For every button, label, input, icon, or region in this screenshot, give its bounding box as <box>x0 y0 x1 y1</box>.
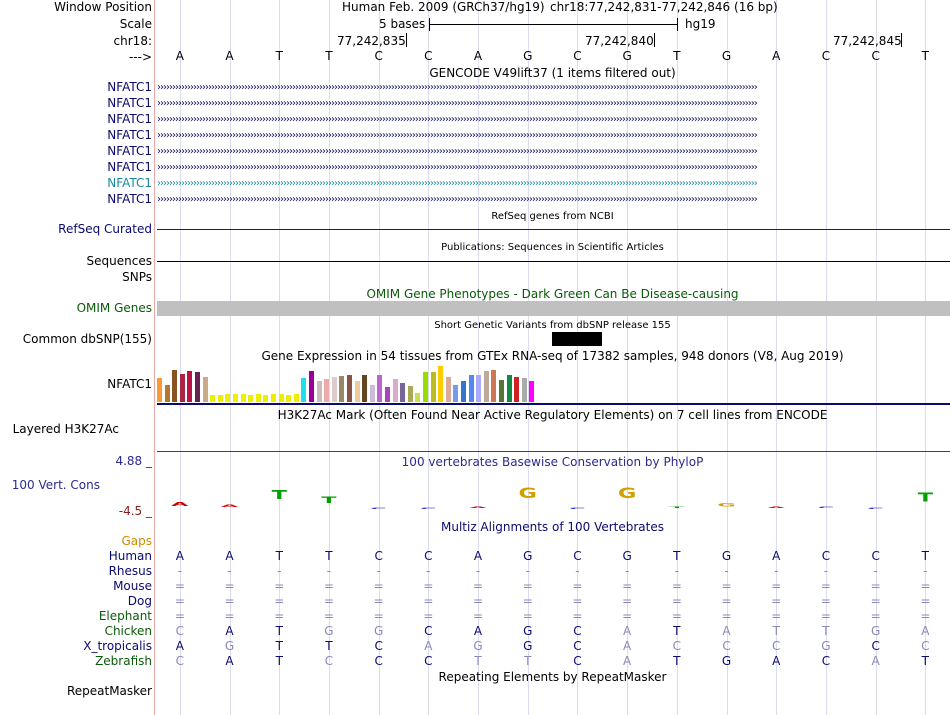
alignment-base: A <box>473 624 483 638</box>
alignment-base: = <box>522 594 533 608</box>
alignment-base: = <box>920 594 931 608</box>
gencode-transcript[interactable]: ›››››››››››››››››››››››››››››››››››››››››››››››››››››››››››››››››››››››››››››››››››››››››››››››››››››››››››››››››››››››››››››››››››››››››››››››››››››››››››››››››››››››››››››››››››››››››››››››››››››››› <box>157 148 757 156</box>
gencode-label-nfatc1[interactable]: NFATC1 <box>107 128 152 142</box>
gtex-tissue-bar[interactable] <box>172 370 177 402</box>
dna-base: T <box>673 49 681 63</box>
alignment-base: = <box>373 579 384 593</box>
gtex-tissue-bar[interactable] <box>347 375 352 402</box>
alignment-base: A <box>623 639 632 653</box>
alignment-base: C <box>424 624 433 638</box>
alignment-base: = <box>771 609 782 623</box>
alignment-base: C <box>722 639 731 653</box>
gtex-baseline <box>157 403 950 405</box>
dna-base: A <box>473 49 483 63</box>
alignment-base: G <box>870 624 881 638</box>
gencode-label-nfatc1[interactable]: NFATC1 <box>107 160 152 174</box>
gtex-tissue-bar[interactable] <box>461 381 466 402</box>
alignment-base: C <box>573 639 582 653</box>
cons-ymax: 4.88 _ <box>115 454 152 468</box>
dna-base: C <box>871 49 880 63</box>
alignment-base: T <box>275 654 283 668</box>
gtex-tissue-bar[interactable] <box>301 378 306 402</box>
alignment-base: G <box>373 624 384 638</box>
alignment-base: = <box>671 579 682 593</box>
alignment-base: = <box>174 609 185 623</box>
alignment-base: T <box>325 549 333 563</box>
gtex-tissue-bar[interactable] <box>453 385 458 402</box>
alignment-base: = <box>870 579 881 593</box>
dbsnp-label[interactable]: Common dbSNP(155) <box>22 332 152 346</box>
species-label[interactable]: Rhesus <box>108 564 152 578</box>
chrom-label: chr18: <box>113 34 152 48</box>
strand-label: ---> <box>128 50 152 64</box>
alignment-base: A <box>623 654 632 668</box>
alignment-base: = <box>224 594 235 608</box>
scale-text: 5 bases <box>379 17 426 31</box>
dna-base: C <box>424 49 433 63</box>
alignment-base: = <box>373 594 384 608</box>
alignment-base: - <box>426 564 431 578</box>
alignment-base: = <box>274 579 285 593</box>
position-text: chr18:77,242,831-77,242,846 (16 bp) <box>550 0 778 14</box>
alignment-base: T <box>275 624 283 638</box>
dna-base: A <box>175 49 184 63</box>
alignment-base: G <box>523 549 533 563</box>
alignment-base: C <box>374 549 383 563</box>
conservation-logo-letter[interactable]: C <box>817 506 835 509</box>
alignment-base: T <box>673 624 681 638</box>
alignment-base: G <box>821 639 831 653</box>
gtex-tissue-bar[interactable] <box>370 385 375 402</box>
species-label[interactable]: Dog <box>127 594 152 608</box>
alignment-base: A <box>225 549 234 563</box>
alignment-base: G <box>473 639 483 653</box>
conservation-logo-letter[interactable]: G <box>717 502 736 508</box>
gencode-transcript[interactable]: ›››››››››››››››››››››››››››››››››››››››››››››››››››››››››››››››››››››››››››››››››››››››››››››››››››››››››››››››››››››››››››››››››››››››››››››››››››››››››››››››››››››››››››››››››››››››››››››››››››››››› <box>157 116 757 124</box>
coord-tick-2: 77,242,845 <box>833 34 902 48</box>
alignment-base: = <box>671 609 682 623</box>
scale-bar <box>429 24 677 25</box>
alignment-base: - <box>227 564 232 578</box>
alignment-base: A <box>473 549 483 563</box>
alignment-base: = <box>473 594 484 608</box>
gencode-label-nfatc1[interactable]: NFATC1 <box>107 80 152 94</box>
scale-db: hg19 <box>685 17 716 31</box>
alignment-base: - <box>624 564 630 578</box>
alignment-base: C <box>324 654 334 668</box>
alignment-base: T <box>325 639 333 653</box>
sequences-label[interactable]: Sequences <box>86 254 152 268</box>
gencode-transcript[interactable]: ›››››››››››››››››››››››››››››››››››››››››››››››››››››››››››››››››››››››››››››››››››››››››››››››››››››››››››››››››››››››››››››››››››››››››››››››››››››››››››››››››››››››››››››››››››››››››››››››››››››››› <box>157 100 757 108</box>
alignment-base: = <box>174 594 185 608</box>
gtex-bar-chart[interactable] <box>157 364 950 402</box>
alignment-base: = <box>721 594 732 608</box>
alignment-base: T <box>673 549 681 563</box>
dna-base: G <box>523 49 533 63</box>
alignment-base: = <box>920 579 931 593</box>
conservation-logo-letter[interactable]: T <box>271 488 287 503</box>
alignment-base: = <box>870 609 881 623</box>
alignment-base: = <box>522 609 533 623</box>
gencode-transcript[interactable]: ›››››››››››››››››››››››››››››››››››››››››››››››››››››››››››››››››››››››››››››››››››››››››››››››››››››››››››››››››››››››››››››››››››››››››››››››››››››››››››››››››››››››››››››››››››››››››››››››››››››››› <box>157 132 757 140</box>
alignment-base: A <box>871 654 880 668</box>
h3k27ac-label[interactable]: Layered H3K27Ac <box>12 422 119 436</box>
gtex-tissue-bar[interactable] <box>438 366 443 402</box>
conservation-logo-letter[interactable]: A <box>469 506 487 509</box>
gtex-tissue-bar[interactable] <box>355 381 360 402</box>
alignment-base: A <box>175 639 184 653</box>
gtex-tissue-bar[interactable] <box>195 372 200 402</box>
multiz-title[interactable]: Multiz Alignments of 100 Vertebrates <box>440 520 665 534</box>
alignment-base: T <box>524 654 532 668</box>
conservation-logo[interactable] <box>155 486 950 512</box>
refseq-gene-line[interactable] <box>157 229 950 230</box>
cons-title[interactable]: 100 vertebrates Basewise Conservation by PhyloP <box>401 455 704 469</box>
alignment-base: C <box>921 639 930 653</box>
gtex-tissue-bar[interactable] <box>241 394 246 402</box>
alignment-base: = <box>423 579 434 593</box>
species-label[interactable]: Zebrafish <box>95 654 152 668</box>
alignment-base: = <box>721 609 732 623</box>
gtex-tissue-bar[interactable] <box>187 371 192 402</box>
gtex-tissue-bar[interactable] <box>332 377 337 402</box>
gtex-tissue-bar[interactable] <box>446 377 451 402</box>
publications-title[interactable]: Publications: Sequences in Scientific Articles <box>441 242 664 253</box>
alignment-base: = <box>771 579 782 593</box>
alignment-base: = <box>572 594 583 608</box>
gtex-tissue-bar[interactable] <box>294 394 299 402</box>
h3k27ac-title[interactable]: H3K27Ac Mark (Often Found Near Active Regulatory Elements) on 7 cell lines from ENCODE <box>277 408 828 422</box>
gtex-title[interactable]: Gene Expression in 54 tissues from GTEx RNA-seq of 17382 samples, 948 donors (V8, Aug 2019) <box>261 349 844 363</box>
scale-bar-right-tick <box>677 18 678 31</box>
gtex-tissue-bar[interactable] <box>165 385 170 402</box>
gtex-tissue-bar[interactable] <box>271 394 276 402</box>
alignment-base: C <box>871 549 880 563</box>
repeatmasker-label[interactable]: RepeatMasker <box>66 684 152 698</box>
alignment-base: - <box>376 564 381 578</box>
gencode-label-nfatc1[interactable]: NFATC1 <box>107 96 152 110</box>
alignment-base: = <box>622 594 633 608</box>
dbsnp-variant[interactable] <box>552 332 602 346</box>
gtex-tissue-bar[interactable] <box>415 393 420 403</box>
alignment-base: = <box>820 609 831 623</box>
gtex-tissue-bar[interactable] <box>469 375 474 402</box>
conservation-logo-letter[interactable]: A <box>171 501 189 508</box>
alignment-base: C <box>672 639 682 653</box>
dna-base: T <box>921 49 930 63</box>
gtex-tissue-bar[interactable] <box>476 375 481 402</box>
gtex-tissue-bar[interactable] <box>522 378 527 402</box>
gencode-title[interactable]: GENCODE V49lift37 (1 items filtered out) <box>429 66 676 80</box>
scale-bar-left-tick <box>429 18 430 31</box>
alignment-base: A <box>772 549 781 563</box>
gtex-tissue-bar[interactable] <box>393 379 398 402</box>
alignment-base: = <box>323 579 334 593</box>
alignment-base: T <box>921 654 930 668</box>
alignment-base: T <box>921 549 930 563</box>
alignment-base: G <box>523 624 533 638</box>
omim-feature[interactable] <box>157 301 950 316</box>
alignment-base: = <box>423 609 434 623</box>
alignment-base: A <box>921 624 930 638</box>
alignment-base: - <box>525 564 530 578</box>
conservation-logo-letter[interactable]: A <box>220 503 239 508</box>
gtex-tissue-bar[interactable] <box>157 378 162 402</box>
scale-label: Scale <box>119 17 152 31</box>
gtex-tissue-bar[interactable] <box>218 395 223 402</box>
alignment-base: C <box>424 549 433 563</box>
gtex-tissue-bar[interactable] <box>423 372 428 402</box>
gencode-transcript[interactable]: ›››››››››››››››››››››››››››››››››››››››››››››››››››››››››››››››››››››››››››››››››››››››››››››››››››››››››››››››››››››››››››››››››››››››››››››››››››››››››››››››››››››››››››››››››››››››››››››››››››››››› <box>157 180 757 188</box>
alignment-base: = <box>224 609 235 623</box>
alignment-base: C <box>424 654 433 668</box>
alignment-base: A <box>225 624 234 638</box>
species-label[interactable]: Human <box>108 549 152 563</box>
alignment-base: = <box>820 579 831 593</box>
alignment-base: = <box>274 594 285 608</box>
conservation-logo-letter[interactable]: C <box>569 507 586 510</box>
alignment-base: C <box>573 549 582 563</box>
alignment-base: G <box>622 549 632 563</box>
alignment-base: = <box>323 609 334 623</box>
gtex-tissue-bar[interactable] <box>377 375 382 402</box>
gtex-tissue-bar[interactable] <box>507 375 512 402</box>
dna-base: C <box>374 49 383 63</box>
snps-label: SNPs <box>122 270 152 284</box>
gtex-tissue-bar[interactable] <box>362 375 367 402</box>
gtex-tissue-bar[interactable] <box>263 395 268 402</box>
alignment-base: G <box>324 624 334 638</box>
alignment-base: = <box>870 594 881 608</box>
conservation-logo-letter[interactable]: T <box>669 506 685 509</box>
conservation-logo-letter[interactable]: G <box>518 486 537 502</box>
alignment-base: A <box>722 624 731 638</box>
alignment-base: = <box>373 609 384 623</box>
alignment-base: C <box>573 654 582 668</box>
alignment-base: = <box>771 594 782 608</box>
gtex-tissue-bar[interactable] <box>324 379 329 402</box>
gtex-tissue-bar[interactable] <box>499 380 504 402</box>
alignment-base: T <box>275 549 283 563</box>
coord-tick-mark-1 <box>654 33 655 47</box>
dna-base: A <box>225 49 234 63</box>
gtex-tissue-bar[interactable] <box>491 370 496 402</box>
alignment-base: - <box>823 564 829 578</box>
gtex-tissue-bar[interactable] <box>317 381 322 402</box>
gtex-tissue-bar[interactable] <box>514 377 519 402</box>
coord-tick-1: 77,242,840 <box>585 34 654 48</box>
dna-base: T <box>325 49 333 63</box>
alignment-base: = <box>473 579 484 593</box>
alignment-base: T <box>474 654 482 668</box>
assembly-text: Human Feb. 2009 (GRCh37/hg19) <box>342 0 545 14</box>
alignment-base: A <box>175 549 184 563</box>
gencode-label-nfatc1[interactable]: NFATC1 <box>107 144 152 158</box>
gtex-tissue-bar[interactable] <box>339 376 344 402</box>
gtex-label[interactable]: NFATC1 <box>107 377 152 391</box>
alignment-base: C <box>871 639 880 653</box>
alignment-base: G <box>523 639 533 653</box>
conservation-logo-letter[interactable]: C <box>370 507 387 510</box>
dna-base: G <box>721 49 732 63</box>
conservation-logo-letter[interactable]: G <box>617 486 637 502</box>
cons-label[interactable]: 100 Vert. Cons <box>11 478 100 492</box>
alignment-base: - <box>475 564 481 578</box>
gtex-tissue-bar[interactable] <box>400 383 405 402</box>
alignment-base: G <box>721 654 732 668</box>
gencode-transcript[interactable]: ›››››››››››››››››››››››››››››››››››››››››››››››››››››››››››››››››››››››››››››››››››››››››››››››››››››››››››››››››››››››››››››››››››››››››››››››››››››››››››››››››››››››››››››››››››››››››››››››››››››››› <box>157 84 757 92</box>
dna-base: G <box>622 49 632 63</box>
species-label[interactable]: X_tropicalis <box>83 639 152 653</box>
gencode-transcript[interactable]: ›››››››››››››››››››››››››››››››››››››››››››››››››››››››››››››››››››››››››››››››››››››››››››››››››››››››››››››››››››››››››››››››››››››››››››››››››››››››››››››››››››››››››››››››››››››››››››››››››››››››› <box>157 164 757 172</box>
gaps-label: Gaps <box>121 534 152 548</box>
alignment-base: C <box>573 624 582 638</box>
species-label[interactable]: Chicken <box>104 624 152 638</box>
gtex-tissue-bar[interactable] <box>286 395 291 402</box>
gtex-tissue-bar[interactable] <box>484 371 489 402</box>
gencode-label-nfatc1[interactable]: NFATC1 <box>107 176 152 190</box>
coord-tick-mark-2 <box>901 33 902 47</box>
alignment-base: = <box>572 579 583 593</box>
gtex-tissue-bar[interactable] <box>233 394 238 402</box>
alignment-base: = <box>622 579 633 593</box>
alignment-base: - <box>774 564 779 578</box>
conservation-logo-letter[interactable]: A <box>767 506 785 509</box>
species-label[interactable]: Elephant <box>98 609 152 623</box>
alignment-base: T <box>673 654 681 668</box>
alignment-base: C <box>821 549 831 563</box>
alignment-base: - <box>177 564 183 578</box>
gencode-label-nfatc1[interactable]: NFATC1 <box>107 112 152 126</box>
alignment-base: - <box>277 564 282 578</box>
alignment-base: C <box>821 654 831 668</box>
alignment-base: = <box>721 579 732 593</box>
tracks-image[interactable] <box>155 0 950 715</box>
alignment-base: A <box>772 654 781 668</box>
window-position-label: Window Position <box>54 0 152 14</box>
alignment-base: = <box>274 609 285 623</box>
repeatmasker-title[interactable]: Repeating Elements by RepeatMasker <box>438 670 667 684</box>
alignment-base: = <box>224 579 235 593</box>
alignment-base: = <box>174 579 185 593</box>
alignment-base: = <box>473 609 484 623</box>
alignment-base: T <box>822 624 830 638</box>
gtex-tissue-bar[interactable] <box>248 395 253 402</box>
alignment-base: C <box>374 639 383 653</box>
alignment-base: - <box>674 564 680 578</box>
alignment-base: A <box>623 624 632 638</box>
alignment-base: = <box>323 594 334 608</box>
gtex-tissue-bar[interactable] <box>309 371 314 402</box>
conservation-logo-letter[interactable]: C <box>867 507 884 510</box>
gtex-tissue-bar[interactable] <box>225 394 230 402</box>
alignment-base: T <box>772 624 780 638</box>
conservation-logo-letter[interactable]: T <box>321 494 337 505</box>
alignment-base: C <box>175 624 185 638</box>
alignment-base: - <box>873 564 878 578</box>
gtex-tissue-bar[interactable] <box>529 381 534 402</box>
omim-label[interactable]: OMIM Genes <box>76 301 152 315</box>
dna-base: T <box>275 49 283 63</box>
gencode-transcript[interactable]: ›››››››››››››››››››››››››››››››››››››››››››››››››››››››››››››››››››››››››››››››››››››››››››››››››››››››››››››››››››››››››››››››››››››››››››››››››››››››››››››››››››››››››››››››››››››››››››››››››››››››› <box>157 196 757 204</box>
h3k27ac-baseline <box>157 451 950 452</box>
species-label[interactable]: Mouse <box>113 579 152 593</box>
alignment-base: - <box>575 564 580 578</box>
omim-title[interactable]: OMIM Gene Phenotypes - Dark Green Can Be Disease-causing <box>366 287 739 301</box>
gtex-tissue-bar[interactable] <box>279 394 284 402</box>
coord-tick-mark-0 <box>406 33 407 47</box>
alignment-base: T <box>275 639 283 653</box>
gtex-tissue-bar[interactable] <box>256 394 261 402</box>
gtex-tissue-bar[interactable] <box>210 395 215 402</box>
refseq-label[interactable]: RefSeq Curated <box>58 222 152 236</box>
alignment-base: - <box>724 564 729 578</box>
conservation-logo-letter[interactable]: T <box>917 490 933 505</box>
refseq-title[interactable]: RefSeq genes from NCBI <box>491 211 614 222</box>
gtex-tissue-bar[interactable] <box>203 377 208 402</box>
gtex-tissue-bar[interactable] <box>385 387 390 402</box>
alignment-base: A <box>424 639 433 653</box>
dbsnp-title[interactable]: Short Genetic Variants from dbSNP release 155 <box>434 320 671 331</box>
gtex-tissue-bar[interactable] <box>180 374 185 403</box>
alignment-base: = <box>423 594 434 608</box>
alignment-base: G <box>721 549 732 563</box>
alignment-base: - <box>923 564 928 578</box>
dna-base: A <box>772 49 781 63</box>
alignment-base: A <box>225 654 234 668</box>
coord-tick-0: 77,242,835 <box>337 34 406 48</box>
alignment-base: = <box>671 594 682 608</box>
alignment-base: = <box>920 609 931 623</box>
cons-ymin: -4.5 _ <box>118 504 152 518</box>
alignment-base: = <box>820 594 831 608</box>
alignment-base: C <box>175 654 185 668</box>
gencode-label-nfatc1[interactable]: NFATC1 <box>107 192 152 206</box>
gtex-tissue-bar[interactable] <box>431 372 436 402</box>
alignment-base: C <box>374 654 383 668</box>
alignment-base: G <box>224 639 235 653</box>
alignment-base: = <box>522 579 533 593</box>
publications-line[interactable] <box>157 261 950 262</box>
dna-base: C <box>821 49 831 63</box>
alignment-base: = <box>622 609 633 623</box>
conservation-logo-letter[interactable]: C <box>420 507 437 510</box>
alignment-base: - <box>326 564 332 578</box>
dna-base: C <box>573 49 582 63</box>
alignment-base: C <box>772 639 781 653</box>
gtex-tissue-bar[interactable] <box>408 386 413 402</box>
alignment-base: = <box>572 609 583 623</box>
